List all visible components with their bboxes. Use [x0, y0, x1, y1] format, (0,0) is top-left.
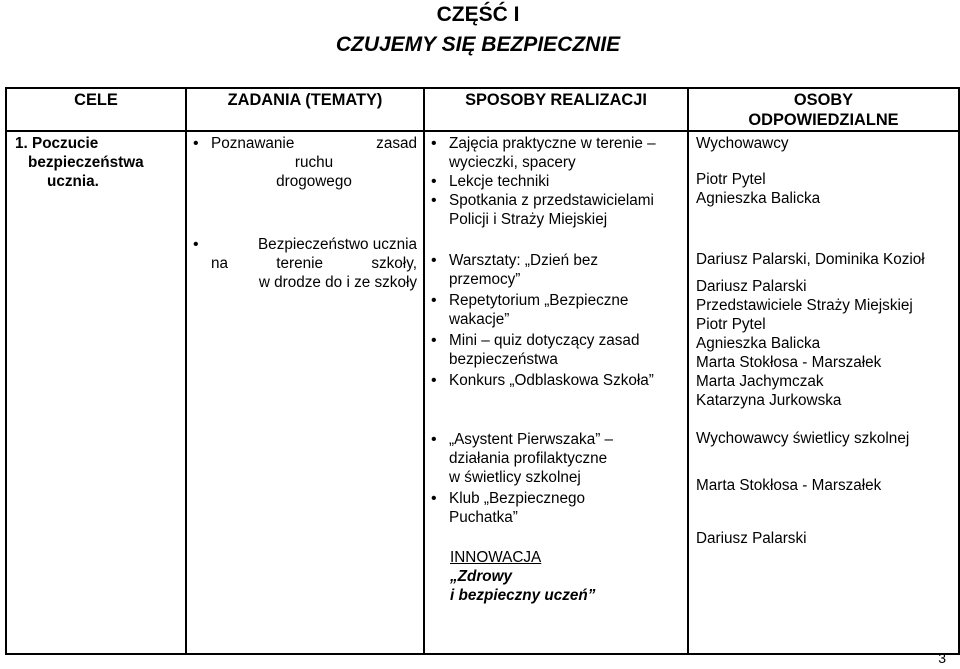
task1-line2: ruchu: [294, 154, 334, 171]
goal-row: [6, 131, 959, 654]
task1-word1: • Poznawanie: [211, 135, 295, 152]
method-item: [425, 331, 687, 369]
method-line: wycieczki, spacery: [449, 154, 576, 171]
goal-line3: ucznia.: [47, 173, 99, 190]
method-line: • Lekcje techniki: [449, 173, 550, 190]
method-item: [425, 371, 687, 390]
person: Marta Jachymczak: [696, 373, 824, 390]
task-item: [187, 134, 417, 235]
goal-line1: 1. Poczucie: [15, 135, 99, 152]
goal-line2: bezpieczeństwa: [28, 154, 144, 171]
task1-word2: zasad: [376, 135, 417, 152]
method-item: [425, 291, 687, 329]
task2-word1: na: [211, 255, 229, 272]
method-line: • Repetytorium „Bezpieczne: [449, 292, 629, 309]
method-line: • „Asystent Pierwszaka” –: [449, 431, 614, 448]
person: Dariusz Palarski, Dominika Kozioł: [696, 251, 925, 268]
header-zadania: ZADANIA (TEMATY): [186, 88, 424, 131]
tasks-cell: [186, 131, 424, 654]
person: Dariusz Palarski: [696, 278, 807, 295]
method-line: • Warsztaty: „Dzień bez: [449, 252, 599, 269]
task2-word3: szkoły,: [371, 255, 417, 272]
task1-line3: drogowego: [276, 173, 352, 190]
persons-cell: [688, 131, 959, 654]
method-line: • Zajęcia praktyczne w terenie –: [449, 135, 656, 152]
page-number: 3: [938, 650, 946, 666]
method-line: działania profilaktyczne: [449, 450, 608, 467]
part-title: CZĘŚĆ I: [436, 3, 520, 26]
person: Piotr Pytel: [696, 171, 766, 188]
method-line: przemocy”: [449, 271, 521, 288]
header-osoby-line2: ODPOWIEDZIALNE: [748, 111, 899, 129]
innovation-title-line2: i bezpieczny uczeń”: [450, 587, 596, 604]
person: Wychowawcy świetlicy szkolnej: [696, 430, 910, 447]
method-item: [425, 191, 687, 229]
person: Marta Stokłosa - Marszałek: [696, 477, 882, 494]
method-line: Policji i Straży Miejskiej: [449, 211, 608, 228]
person: Dariusz Palarski: [696, 530, 807, 547]
person: Agnieszka Balicka: [696, 335, 821, 352]
person: Piotr Pytel: [696, 316, 766, 333]
innovation-title-line1: „Zdrowy: [450, 568, 513, 585]
method-line: • Spotkania z przedstawicielami: [449, 192, 654, 209]
method-line: wakacje”: [449, 311, 510, 328]
methods-list: [425, 134, 687, 527]
method-item: [425, 489, 687, 527]
header-row: [6, 88, 959, 131]
header-osoby: [688, 88, 959, 131]
person: Marta Stokłosa - Marszałek: [696, 354, 882, 371]
innovation-label: INNOWACJA: [450, 549, 542, 566]
section-title: CZUJEMY SIĘ BEZPIECZNIE: [335, 33, 621, 56]
person: Agnieszka Balicka: [696, 190, 821, 207]
person: Wychowawcy: [696, 135, 789, 152]
task2-line3: w drodze do i ze szkoły: [258, 274, 417, 291]
task2-line1: • Bezpieczeństwo ucznia: [257, 236, 417, 253]
method-item: [425, 430, 687, 487]
method-item: [425, 172, 687, 191]
innovation-block: [425, 548, 687, 605]
plan-table: [5, 87, 960, 655]
method-line: • Klub „Bezpiecznego: [449, 490, 586, 507]
header-sposoby: SPOSOBY REALIZACJI: [424, 88, 688, 131]
header-cele: CELE: [6, 88, 186, 131]
method-line: w świetlicy szkolnej: [449, 469, 581, 486]
task2-word2: terenie: [276, 255, 324, 272]
method-line: bezpieczeństwa: [449, 351, 558, 368]
header-osoby-line1: OSOBY: [793, 91, 854, 109]
method-line: • Konkurs „Odblaskowa Szkoła”: [449, 372, 654, 389]
method-item: [425, 251, 687, 289]
method-item: [425, 134, 687, 172]
person: Przedstawiciele Straży Miejskiej: [696, 297, 913, 314]
goal-cell: [6, 131, 186, 654]
method-line: • Mini – quiz dotyczący zasad: [449, 332, 640, 349]
task-list: [187, 134, 417, 292]
method-line: Puchatka”: [449, 509, 518, 526]
methods-cell: [424, 131, 688, 654]
person: Katarzyna Jurkowska: [696, 392, 842, 409]
task-item: [187, 235, 417, 292]
